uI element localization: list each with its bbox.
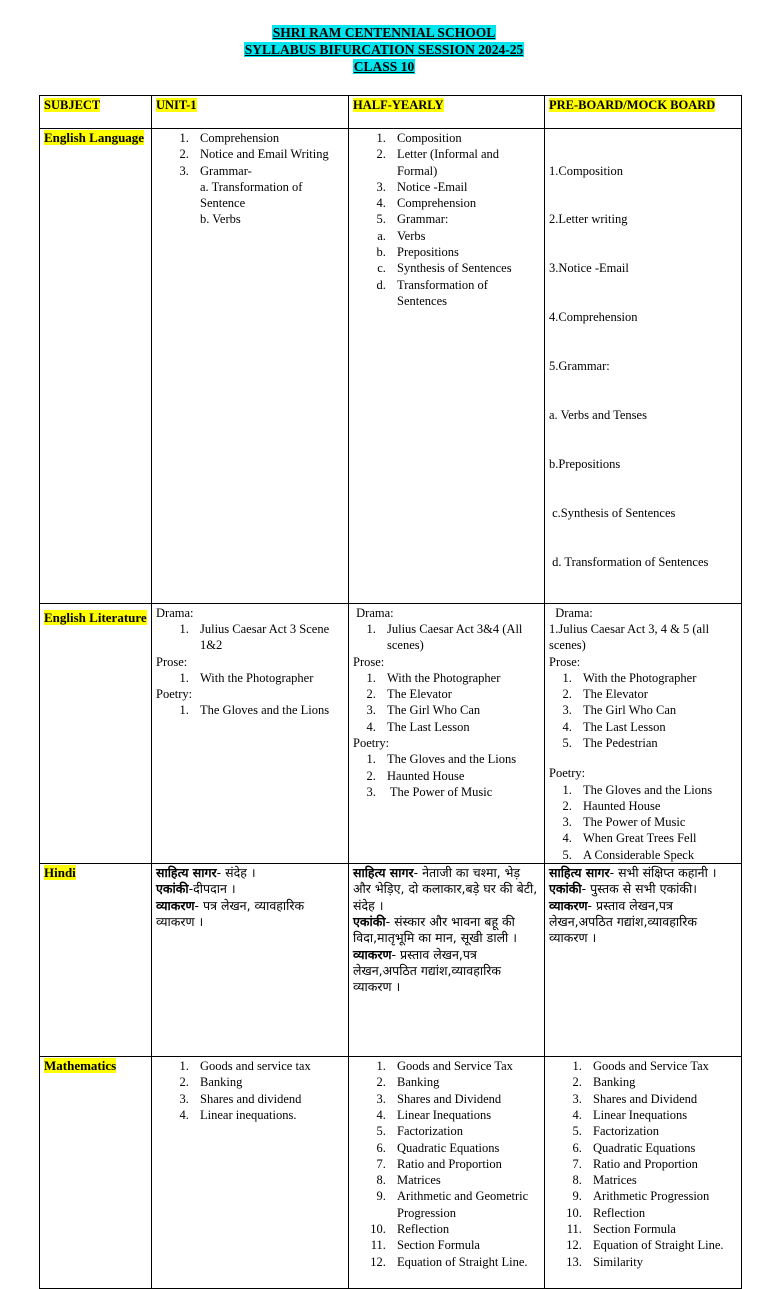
subject-cell: Hindi	[40, 864, 152, 1057]
column-header-preboard: PRE-BOARD/MOCK BOARD	[545, 96, 742, 129]
list: 1. With the Photographer 2. The Elevator 3. The Girl Who Can 4. The Last Lesson 5. The Pedestrian	[549, 670, 737, 751]
list: 1. The Gloves and the Lions 2. Haunted House 3. The Power of Music 4. When Great Trees Fell 5. A Considerable Speck	[549, 782, 737, 863]
list: 1. With the Photographer	[156, 670, 344, 686]
half-yearly-cell: Drama: 1. Julius Caesar Act 3&4 (All scenes) Prose: 1. With the Photographer 2. The Elevator 3. The Girl Who Can 4. The Last Lesson Poetry: 1. The Gloves and the Lions 2. Haunted House 3. The Power of Music	[349, 603, 545, 863]
column-header-unit1: UNIT-1	[152, 96, 349, 129]
unit1-cell: साहित्य सागर- संदेह । एकांकी-दीपदान । व्याकरण- पत्र लेखन, व्यावहारिक व्याकरण ।	[152, 864, 349, 1057]
subject-cell: English Literature	[40, 603, 152, 863]
list: 1. With the Photographer 2. The Elevator 3. The Girl Who Can 4. The Last Lesson	[353, 670, 540, 735]
unit1-cell: 1. Comprehension 2. Notice and Email Writing 3. Grammar- a. Transformation of Sentence b. Verbs	[152, 129, 349, 604]
subject-cell: English Language	[40, 129, 152, 604]
list: 1. Comprehension 2. Notice and Email Writing 3. Grammar-	[156, 130, 344, 179]
document-header	[0, 24, 768, 75]
preboard-cell: साहित्य सागर- सभी संक्षिप्त कहानी । एकांकी- पुस्तक से सभी एकांकी। व्याकरण- प्रस्ताव लेखन,पत्र लेखन,अपठित गद्यांश,व्यावहारिक व्याकरण ।	[545, 864, 742, 1057]
class-title: CLASS 10	[353, 59, 415, 74]
table-row	[40, 1057, 742, 1289]
half-yearly-cell	[349, 129, 545, 604]
list: 1. Goods and service tax 2. Banking 3. Shares and dividend 4. Linear inequations.	[156, 1058, 344, 1123]
session-title: SYLLABUS BIFURCATION SESSION 2024-25	[244, 42, 524, 57]
table-row	[40, 603, 742, 863]
list: 1. The Gloves and the Lions 2. Haunted House 3. The Power of Music	[353, 751, 540, 800]
list: 1. Composition 2. Letter (Informal and Formal) 3. Notice -Email 4. Comprehension 5. Grammar:	[353, 130, 540, 228]
table-row	[40, 864, 742, 1057]
school-name: SHRI RAM CENTENNIAL SCHOOL	[272, 25, 496, 40]
unit1-cell	[152, 1057, 349, 1289]
list: 1. Goods and Service Tax 2. Banking 3. Shares and Dividend 4. Linear Inequations 5. Factorization 6. Quadratic Equations 7. Ratio and Proportion 8. Matrices 9. Arithmetic Progression 10. Reflection 11. Section Formula 12. Equation of Straight Line. 13. Similarity	[549, 1058, 737, 1270]
syllabus-table	[39, 95, 742, 1289]
half-yearly-cell	[349, 1057, 545, 1289]
column-header-half-yearly: HALF-YEARLY	[349, 96, 545, 129]
table-row	[40, 129, 742, 604]
list: 1. Goods and Service Tax 2. Banking 3. Shares and Dividend 4. Linear Inequations 5. Factorization 6. Quadratic Equations 7. Ratio and Proportion 8. Matrices 9. Arithmetic and Geometric Progression 10. Reflection 11. Section Formula 12. Equation of Straight Line.	[353, 1058, 540, 1270]
column-header-subject: SUBJECT	[40, 96, 152, 129]
table-header-row	[40, 96, 742, 129]
list: 1. Julius Caesar Act 3 Scene 1&2	[156, 621, 344, 654]
subject-cell: Mathematics	[40, 1057, 152, 1289]
half-yearly-cell: साहित्य सागर- नेताजी का चश्मा, भेड़ और भेड़िए, दो कलाकार,बड़े घर की बेटी, संदेह । एकांकी- संस्कार और भावना बहू की विदा,मातृभूमि का मान, सूखी डाली । व्याकरण- प्रस्ताव लेखन,पत्र लेखन,अपठित गद्यांश,व्यावहारिक व्याकरण ।	[349, 864, 545, 1057]
preboard-cell	[545, 1057, 742, 1289]
preboard-cell: Drama: 1.Julius Caesar Act 3, 4 & 5 (all scenes) Prose: 1. With the Photographer 2. The Elevator 3. The Girl Who Can 4. The Last Lesson 5. The Pedestrian Poetry: 1. The Gloves and the Lions 2. Haunted House 3. The Power of Music 4. When Great Trees Fell 5. A Considerable Speck	[545, 603, 742, 863]
unit1-cell: Drama: 1. Julius Caesar Act 3 Scene 1&2 Prose: 1. With the Photographer Poetry: 1. The Gloves and the Lions	[152, 603, 349, 863]
preboard-cell: 1.Composition 2.Letter writing 3.Notice -Email 4.Comprehension 5.Grammar: a. Verbs and Tenses b.Prepositions c.Synthesis of Sentences d. Transformation of Sentences	[545, 129, 742, 604]
list: 1. Julius Caesar Act 3&4 (All scenes)	[353, 621, 540, 654]
list: 1. The Gloves and the Lions	[156, 702, 344, 718]
list: a. Verbs b. Prepositions c. Synthesis of Sentences d. Transformation of Sentences	[353, 228, 540, 309]
